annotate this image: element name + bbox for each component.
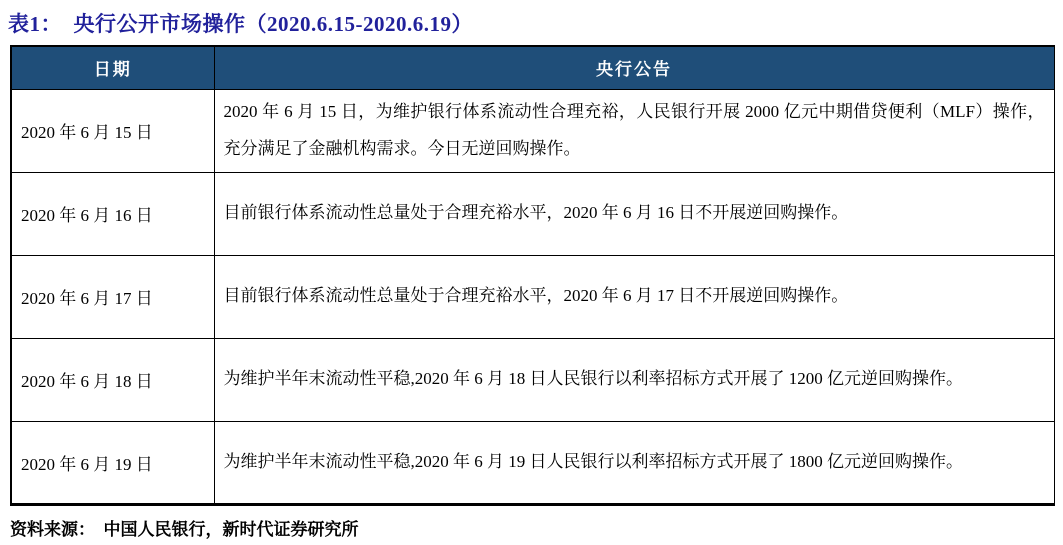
table-row	[11, 421, 1054, 504]
announcement-cell: 目前银行体系流动性总量处于合理充裕水平，2020 年 6 月 17 日不开展逆回购操作。	[214, 255, 1054, 338]
table-title: 表1： 央行公开市场操作（2020.6.15-2020.6.19）	[8, 12, 473, 36]
announcement-cell: 2020 年 6 月 15 日，为维护银行体系流动性合理充裕，人民银行开展 2000 亿元中期借贷便利（MLF）操作，充分满足了金融机构需求。今日无逆回购操作。	[214, 89, 1054, 172]
col-header-date: 日期	[11, 46, 214, 89]
date-cell: 2020 年 6 月 16 日	[11, 172, 214, 255]
table-row	[11, 172, 1054, 255]
table-row	[11, 89, 1054, 172]
source-note: 资料来源： 中国人民银行，新时代证券研究所	[10, 519, 359, 539]
col-header-announcement: 央行公告	[214, 46, 1054, 89]
pboc-operations-table	[10, 45, 1055, 506]
date-cell: 2020 年 6 月 15 日	[11, 89, 214, 172]
date-cell: 2020 年 6 月 18 日	[11, 338, 214, 421]
table-row	[11, 255, 1054, 338]
table-row	[11, 338, 1054, 421]
date-cell: 2020 年 6 月 19 日	[11, 421, 214, 504]
announcement-cell: 为维护半年末流动性平稳,2020 年 6 月 19 日人民银行以利率招标方式开展了 1800 亿元逆回购操作。	[214, 421, 1054, 504]
header-row	[11, 46, 1054, 89]
announcement-cell: 目前银行体系流动性总量处于合理充裕水平，2020 年 6 月 16 日不开展逆回购操作。	[214, 172, 1054, 255]
date-cell: 2020 年 6 月 17 日	[11, 255, 214, 338]
announcement-cell: 为维护半年末流动性平稳,2020 年 6 月 18 日人民银行以利率招标方式开展了 1200 亿元逆回购操作。	[214, 338, 1054, 421]
